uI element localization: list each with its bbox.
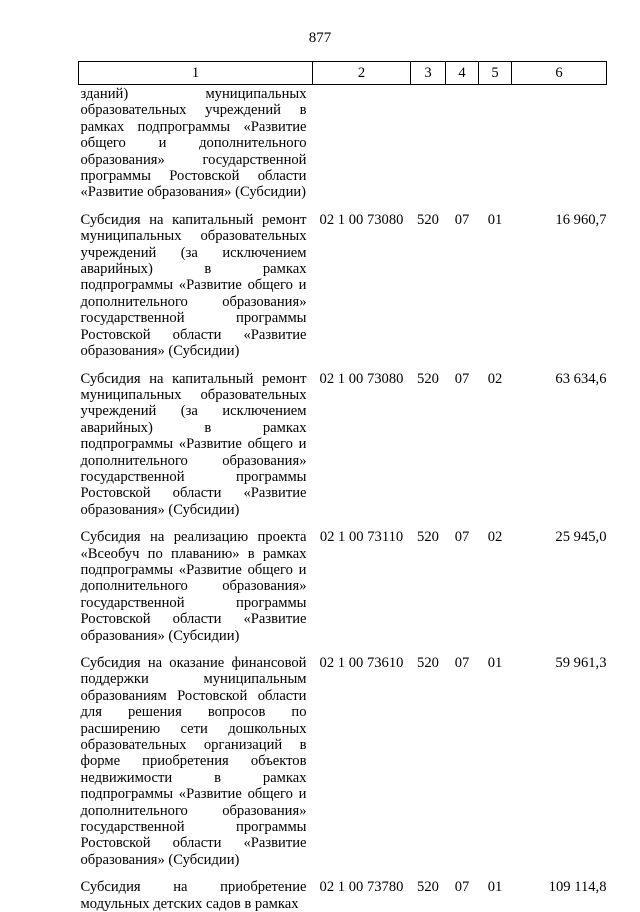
header-col-3: 3	[411, 62, 446, 85]
row-description: Субсидия на капитальный ремонт муниципальных образовательных учреждений (за исключением аварийных) в рамках подпрограммы «Развитие общего и дополнительного образования» государственной программы Ростовской области «Развитие образования» (Субсидии)	[80, 370, 307, 518]
header-col-2: 2	[313, 62, 411, 85]
table-row	[79, 201, 607, 360]
row-col3	[411, 85, 446, 201]
row-amount	[512, 85, 607, 201]
row-col3: 520	[417, 529, 439, 546]
row-amount: 109 114,8	[548, 879, 607, 896]
row-col3: 520	[417, 211, 439, 228]
table-row	[79, 360, 607, 519]
table-row	[79, 868, 607, 912]
row-col5: 02	[487, 370, 503, 387]
row-amount: 63 634,6	[555, 370, 607, 387]
row-amount: 25 945,0	[555, 529, 607, 546]
row-description: Субсидия на капитальный ремонт муниципальных образовательных учреждений (за исключением аварийных) в рамках подпрограммы «Развитие общего и дополнительного образования» государственной программы Ростовской области «Развитие образования» (Субсидии)	[80, 211, 307, 360]
budget-table	[78, 61, 607, 912]
row-col5: 01	[487, 211, 503, 228]
row-code: 02 1 00 73610	[319, 655, 404, 671]
row-col4: 07	[454, 370, 470, 387]
row-description: зданий) муниципальных образовательных учреждений в рамках подпрограммы «Развитие общего и дополнительного образования» государственной программы Ростовской области «Развитие образования» (Субсидии)	[80, 86, 307, 201]
table-row	[79, 518, 607, 644]
row-amount: 16 960,7	[555, 211, 607, 228]
row-col5: 02	[487, 529, 503, 546]
row-code	[313, 85, 411, 201]
row-col5: 01	[487, 879, 503, 896]
row-code: 02 1 00 73080	[319, 370, 404, 387]
table-row	[79, 85, 607, 201]
row-col4	[446, 85, 479, 201]
row-col4: 07	[454, 529, 470, 546]
row-col3: 520	[417, 370, 439, 387]
row-description: Субсидия на реализацию проекта «Всеобуч по плаванию» в рамках подпрограммы «Развитие общего и дополнительного образования» государственной программы Ростовской области «Развитие образования» (Субсидии)	[80, 529, 307, 644]
row-col5: 01	[487, 655, 503, 671]
row-col3: 520	[417, 655, 439, 671]
row-description: Субсидия на оказание финансовой поддержки муниципальным образованиям Ростовской области для решения вопросов по расширению сети дошкольных образовательных организаций в форме приобретения объектов недвижимости в рамках подпрограммы «Развитие общего и дополнительного образования» государственной программы Ростовской области «Развитие образования» (Субсидии)	[80, 655, 307, 868]
row-col5	[479, 85, 512, 201]
row-amount: 59 961,3	[555, 655, 607, 671]
page-number: 877	[308, 30, 332, 46]
row-description: Субсидия на приобретение модульных детских садов в рамках	[80, 879, 307, 912]
row-col4: 07	[454, 879, 470, 896]
row-col4: 07	[454, 655, 470, 671]
row-col3: 520	[417, 879, 439, 896]
row-code: 02 1 00 73780	[319, 879, 404, 896]
header-col-1: 1	[79, 62, 313, 85]
table-row	[79, 644, 607, 868]
row-code: 02 1 00 73110	[319, 529, 404, 546]
row-col4: 07	[454, 211, 470, 228]
header-col-5: 5	[479, 62, 512, 85]
table-header	[79, 62, 607, 85]
row-code: 02 1 00 73080	[319, 211, 404, 228]
header-col-6: 6	[512, 62, 607, 85]
header-col-4: 4	[446, 62, 479, 85]
